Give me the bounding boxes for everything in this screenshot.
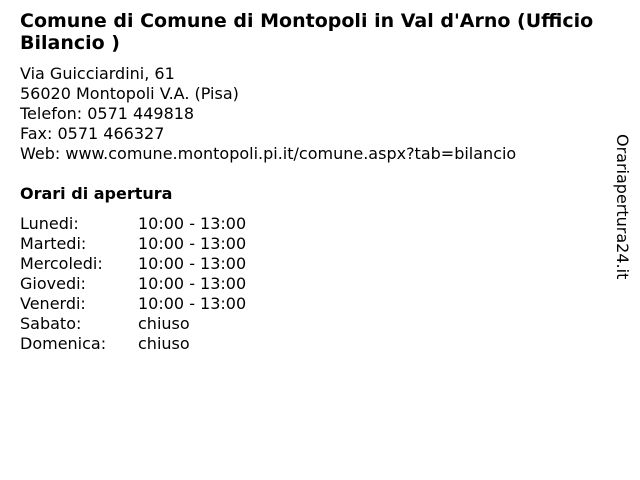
hours-row-sunday (20, 334, 246, 354)
phone-number: Telefon: 0571 449818 (20, 104, 195, 123)
day-label: Martedi: (20, 234, 87, 253)
city-address: 56020 Montopoli V.A. (Pisa) (20, 84, 239, 103)
street-address: Via Guicciardini, 61 (20, 64, 175, 83)
time-value: 10:00 - 13:00 (138, 274, 247, 293)
site-watermark: Orariapertura24.it (613, 134, 632, 280)
hours-row-friday (20, 294, 246, 314)
day-label: Domenica: (20, 334, 107, 353)
page-title: Comune di Comune di Montopoli in Val d'Arno (Ufficio Bilancio ) (20, 10, 594, 54)
day-label: Venerdi: (20, 294, 86, 313)
hours-row-thursday (20, 274, 246, 294)
day-label: Mercoledi: (20, 254, 103, 273)
time-value: 10:00 - 13:00 (138, 234, 247, 253)
day-label: Giovedi: (20, 274, 86, 293)
hours-row-tuesday (20, 234, 246, 254)
time-value: 10:00 - 13:00 (138, 254, 247, 273)
opening-hours-heading: Orari di apertura (20, 184, 173, 203)
website-link[interactable]: Web: www.comune.montopoli.pi.it/comune.aspx?tab=bilancio (20, 144, 517, 163)
hours-row-wednesday (20, 254, 246, 274)
fax-number: Fax: 0571 466327 (20, 124, 165, 143)
address-block (20, 64, 516, 164)
hours-row-saturday (20, 314, 246, 334)
time-value: 10:00 - 13:00 (138, 214, 247, 233)
hours-row-monday (20, 214, 246, 234)
time-value: 10:00 - 13:00 (138, 294, 247, 313)
time-value: chiuso (138, 334, 190, 353)
opening-hours-table (20, 214, 246, 354)
time-value: chiuso (138, 314, 190, 333)
day-label: Sabato: (20, 314, 82, 333)
day-label: Lunedi: (20, 214, 79, 233)
